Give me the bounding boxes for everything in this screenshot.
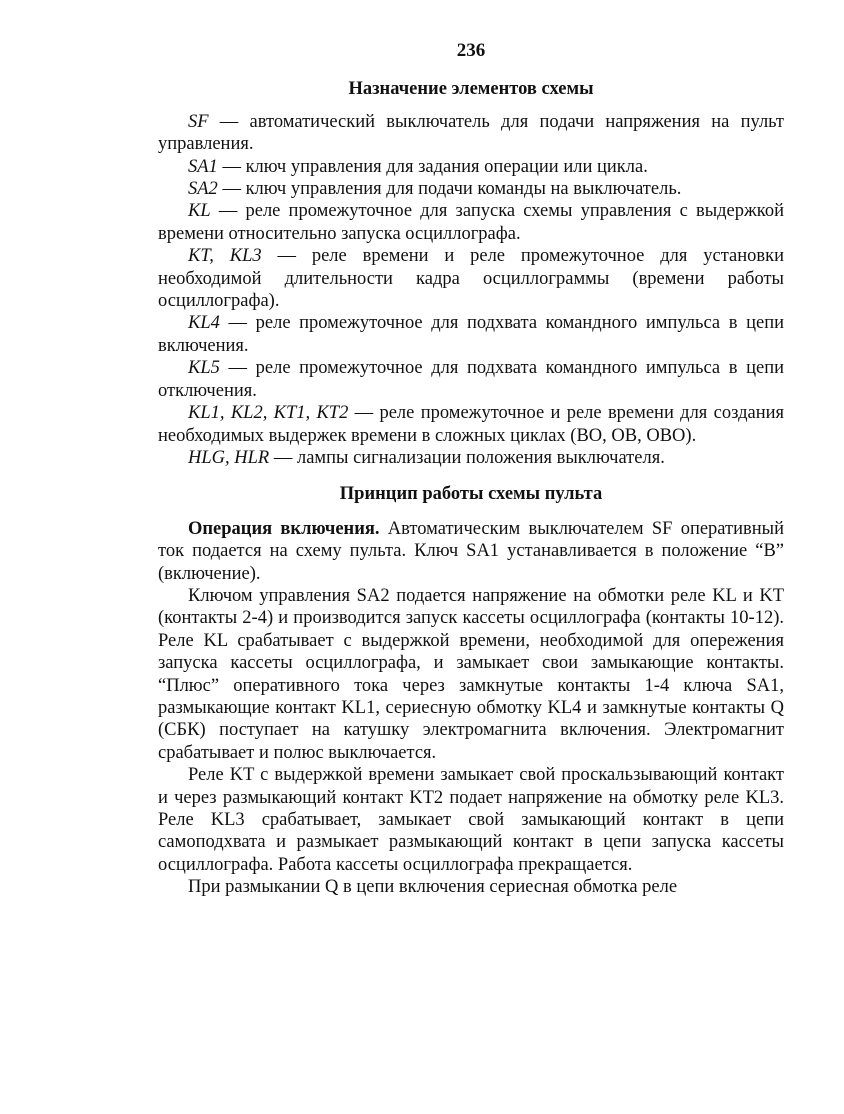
definition-term: SF xyxy=(188,111,209,132)
body-paragraph: Ключом управления SA2 подается напряжение на обмотки реле KL и KT (контакты 2-4) и производится запуск кассеты осциллографа (контакты 10-12). Реле KL срабатывает с выдержкой времени, необходимой для опережения запуска кассеты осциллографа, и замыкает свои замыкающие контакты. “Плюс” оперативного тока через замкнутые контакты 1-4 ключа SA1, размыкающие контакт KL1, сериесную обмотку KL4 и замкнутые контакты Q (СБК) поступает на катушку электромагнита включения. Электромагнит срабатывает и полюс выключается. xyxy=(158,585,784,763)
definition-item xyxy=(158,402,784,447)
definition-term: KL1, KL2, KT1, KT2 xyxy=(188,403,349,424)
section-title-elements: Назначение элементов схемы xyxy=(348,79,594,100)
definition-item xyxy=(158,312,784,357)
paragraph-text: Автоматическим выключателем SF оперативный ток подается на схему пульта. Ключ SA1 устанавливается в положение “В” (включение). xyxy=(158,518,784,584)
definition-text: — ключ управления для задания операции или цикла. xyxy=(217,156,648,177)
definition-text: — лампы сигнализации положения выключателя. xyxy=(269,447,665,468)
definition-item xyxy=(158,245,784,312)
document-page xyxy=(158,40,784,899)
definition-item xyxy=(158,178,784,200)
definition-item xyxy=(158,111,784,156)
definition-term: KT, KL3 xyxy=(188,246,262,267)
definition-text: — реле промежуточное для запуска схемы управления с выдержкой времени относительно запуска осциллографа. xyxy=(158,201,784,244)
definition-text: — реле времени и реле промежуточное для установки необходимой длительности кадра осциллограммы (времени работы осциллографа). xyxy=(158,246,784,312)
definition-item xyxy=(158,200,784,245)
definition-item xyxy=(158,156,784,178)
definition-text: — реле промежуточное для подхвата командного импульса в цепи отключения. xyxy=(158,358,784,401)
definition-item xyxy=(158,447,784,469)
definition-item xyxy=(158,357,784,402)
definition-term: KL5 xyxy=(188,358,220,379)
section-title-operation: Принцип работы схемы пульта xyxy=(339,484,603,505)
body-paragraph: При размыкании Q в цепи включения сериесная обмотка реле xyxy=(188,877,678,898)
paragraph-lead: Операция включения. xyxy=(188,518,380,539)
body-paragraph: Реле KT с выдержкой времени замыкает свой проскальзывающий контакт и через размыкающий контакт KT2 подает напряжение на обмотку реле KL3. Реле KL3 срабатывает, замыкает свой замыкающий контакт в цепи самоподхвата и размыкает размыкающий контакт в цепи запуска кассеты осциллографа. Работа кассеты осциллографа прекращается. xyxy=(158,765,784,875)
page-number: 236 xyxy=(456,40,486,61)
definition-term: HLG, HLR xyxy=(188,447,270,468)
body-paragraph xyxy=(158,518,784,585)
definition-term: SA1 xyxy=(188,156,218,177)
definition-term: SA2 xyxy=(188,179,218,200)
definition-text: — реле промежуточное и реле времени для создания необходимых выдержек времени в сложных циклах (ВО, ОВ, ОВО). xyxy=(158,403,785,446)
definition-text: — ключ управления для подачи команды на выключатель. xyxy=(217,179,682,200)
definition-text: — автоматический выключатель для подачи напряжения на пульт управления. xyxy=(158,111,784,155)
definition-term: KL xyxy=(188,201,211,222)
definition-term: KL4 xyxy=(188,313,220,334)
definition-text: — реле промежуточное для подхвата командного импульса в цепи включения. xyxy=(158,313,784,356)
